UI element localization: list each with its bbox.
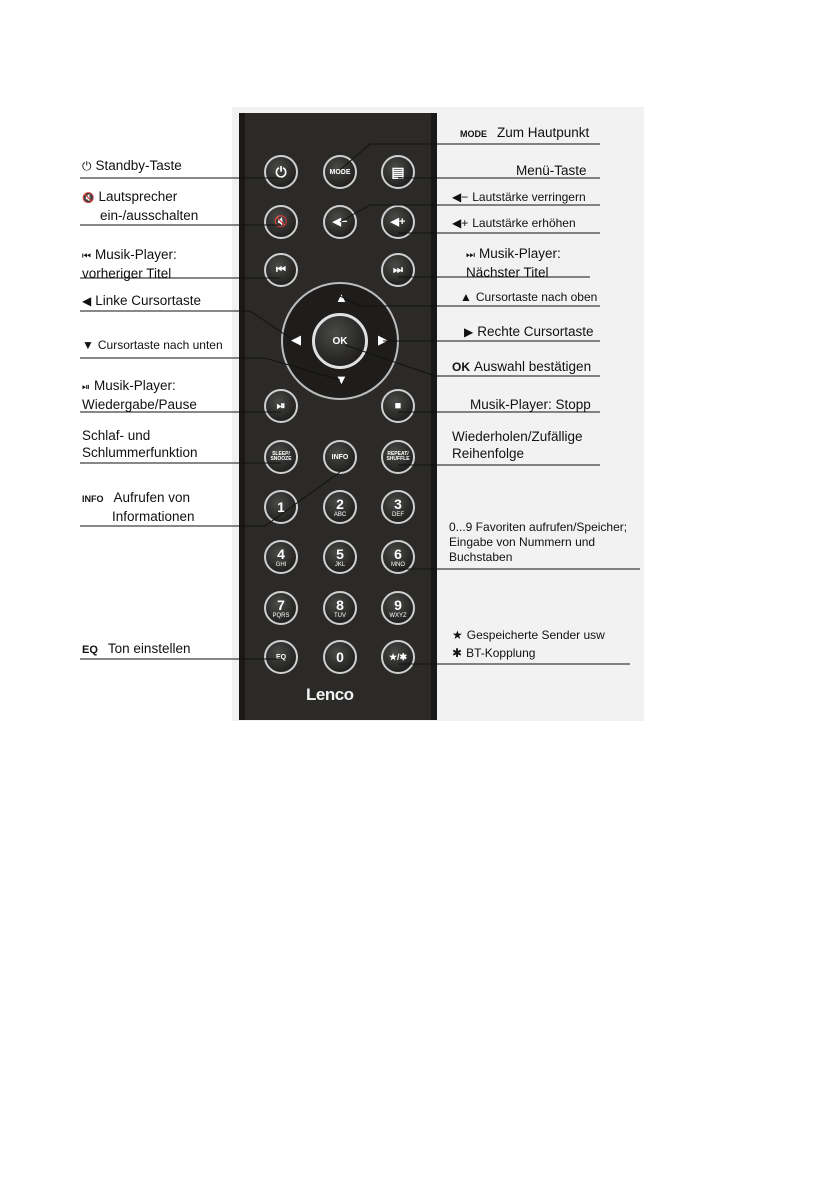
previous-track-button[interactable]: ⏮ [264, 253, 298, 287]
bluetooth-icon: ✱ [452, 646, 463, 660]
label-stop: Musik-Player: Stopp [470, 397, 591, 412]
mute-button[interactable]: 🔇 [264, 205, 298, 239]
previous-icon: ⏮ [82, 251, 91, 262]
menu-button[interactable]: ▤ [381, 155, 415, 189]
label-mute: 🔇 Lautsprecher ein-/ausschalten [82, 189, 199, 223]
ok-icon: OK [452, 360, 470, 374]
digit-0-button[interactable]: 0 [323, 640, 357, 674]
eq-button[interactable]: EQ [264, 640, 298, 674]
digit-3-button[interactable]: 3 DEF [381, 490, 415, 524]
label-mode: MODE Zum Hautpunkt [460, 125, 590, 140]
label-volume-up: ◀+ Lautstärke erhöhen [452, 216, 576, 230]
digit-4-button[interactable]: 4 GHI [264, 540, 298, 574]
label-cursor-up: ▲ Cursortaste nach oben [460, 290, 598, 304]
mode-button[interactable]: MODE [323, 155, 357, 189]
label-cursor-down: ▼ Cursortaste nach unten [82, 338, 223, 352]
label-cursor-left: ◀ Linke Cursortaste [82, 293, 202, 308]
down-arrow-icon: ▼ [82, 338, 94, 352]
volume-up-button[interactable]: ◀+ [381, 205, 415, 239]
label-sleep: Schlaf- und Schlummerfunktion [82, 428, 198, 460]
label-cursor-right: ▶ Rechte Cursortaste [464, 324, 594, 339]
digit-9-button[interactable]: 9 WXYZ [381, 591, 415, 625]
label-ok: OK Auswahl bestätigen [452, 359, 592, 374]
info-button[interactable]: INFO [323, 440, 357, 474]
sleep-snooze-button[interactable]: SLEEP/ SNOOZE [264, 440, 298, 474]
label-play-pause: ⏯ Musik-Player: Wiedergabe/Pause [82, 378, 197, 412]
repeat-shuffle-button[interactable]: REPEAT/ SHUFFLE [381, 440, 415, 474]
label-star: ★ Gespeicherte Sender usw [452, 628, 605, 642]
star-icon: ★ [452, 628, 463, 642]
label-previous-track: ⏮ Musik-Player: vorheriger Titel [82, 247, 177, 281]
ok-button[interactable]: OK [312, 313, 368, 369]
stop-button[interactable]: ■ [381, 389, 415, 423]
cursor-up-button[interactable]: ▲ [335, 290, 348, 305]
left-arrow-icon: ◀ [82, 294, 92, 308]
info-icon: INFO [82, 494, 104, 504]
label-volume-down: ◀− Lautstärke verringern [452, 190, 586, 204]
volume-down-icon: ◀− [452, 190, 469, 204]
star-bt-button[interactable]: ★/✱ [381, 640, 415, 674]
next-icon: ⏭ [466, 250, 475, 261]
brand-logo: Lenco [306, 685, 354, 704]
leader-left [80, 311, 290, 338]
mute-icon: 🔇 [82, 193, 95, 204]
label-digits: 0...9 Favoriten aufrufen/Speicher; Eingabe von Nummern und Buchstaben [449, 520, 628, 564]
digit-8-button[interactable]: 8 TUV [323, 591, 357, 625]
power-icon: ⏻ [82, 159, 92, 173]
label-standby: ⏻ Standby-Taste [82, 158, 182, 173]
label-repeat: Wiederholen/Zufällige Reihenfolge [452, 429, 583, 461]
volume-up-icon: ◀+ [452, 216, 469, 230]
digit-2-button[interactable]: 2 ABC [323, 490, 357, 524]
label-info: INFO Aufrufen von Informationen [82, 490, 195, 524]
mode-icon: MODE [460, 129, 487, 139]
power-button[interactable]: ⏻ [264, 155, 298, 189]
volume-down-button[interactable]: ◀− [323, 205, 357, 239]
label-eq: EQ Ton einstellen [82, 641, 191, 656]
cursor-left-button[interactable]: ◀ [291, 332, 301, 347]
eq-icon: EQ [82, 644, 98, 656]
digit-1-button[interactable]: 1 [264, 490, 298, 524]
label-next-track: ⏭ Musik-Player: Nächster Titel [466, 246, 561, 280]
digit-6-button[interactable]: 6 MNO [381, 540, 415, 574]
label-bluetooth: ✱ BT-Kopplung [452, 646, 536, 660]
cursor-down-button[interactable]: ▼ [335, 372, 348, 387]
digit-5-button[interactable]: 5 JKL [323, 540, 357, 574]
digit-7-button[interactable]: 7 PQRS [264, 591, 298, 625]
cursor-right-button[interactable]: ▶ [378, 332, 388, 347]
next-track-button[interactable]: ⏭ [381, 253, 415, 287]
label-menu: Menü-Taste [516, 163, 587, 178]
right-arrow-icon: ▶ [464, 325, 474, 339]
play-pause-button[interactable]: ⏯ [264, 389, 298, 423]
up-arrow-icon: ▲ [460, 290, 472, 304]
play-pause-icon: ⏯ [82, 382, 90, 393]
